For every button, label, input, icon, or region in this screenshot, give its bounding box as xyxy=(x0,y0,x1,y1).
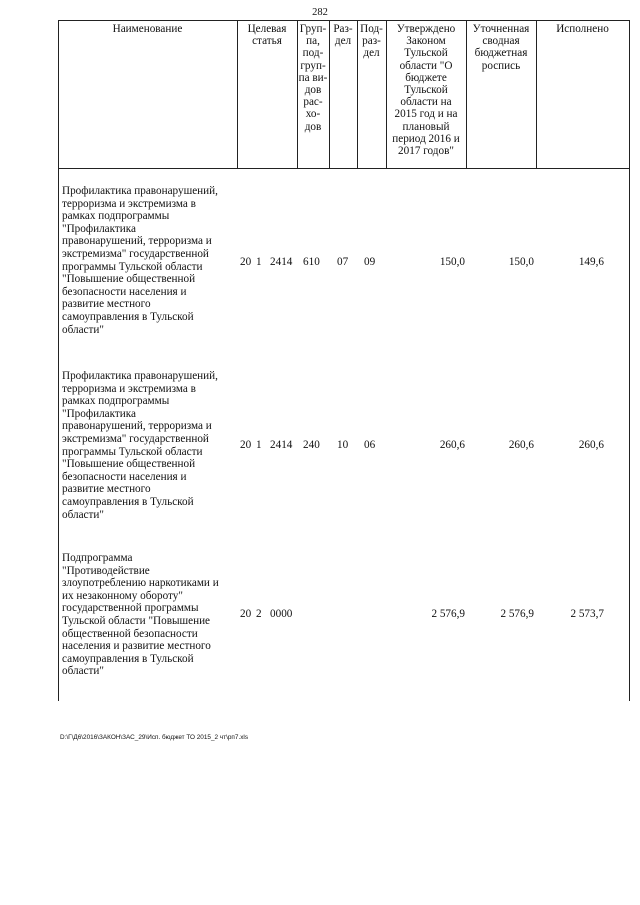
refined-amount: 150,0 xyxy=(508,256,534,268)
header-utverzhdeno: Утверждено Законом Тульской области "О бюджете Тульской области на 2015 год и на плановый период 2016 и 2017 годов" xyxy=(392,23,460,158)
target-article-subprogram: 1 xyxy=(256,256,262,268)
header-bottom-border xyxy=(58,168,630,169)
executed-amount: 260,6 xyxy=(578,439,604,451)
row-name: Подпрограмма "Противодействие злоупотреблению наркотиками и их незаконному обороту" государственной программы Тульской области "Повышение общественной безопасности населения и развитие местного самоуправления в Тульской области" xyxy=(62,552,219,678)
target-article-direction: 2414 xyxy=(270,256,293,268)
target-article-direction: 2414 xyxy=(270,439,293,451)
header-razdel: Раз- дел xyxy=(333,23,353,48)
approved-amount: 260,6 xyxy=(439,439,465,451)
podrazdel: 06 xyxy=(364,439,376,451)
refined-amount: 260,6 xyxy=(508,439,534,451)
header-ispolneno: Исполнено xyxy=(556,23,609,35)
target-article-program: 20 xyxy=(240,256,252,268)
file-path-footer: D:\Г\Д6\2016\ЗАКОН\ЗАС_29\Исп. бюджет ТО 2015_2 чт\рп7.xls xyxy=(60,734,249,741)
page-number: 282 xyxy=(312,7,328,18)
row-name: Профилактика правонарушений, терроризма и экстремизма в рамках подпрограммы "Профилактика правонарушений, терроризма и экстремизма" государственной программы Тульской области "Повышение общественной безопасности населения и развитие местного самоуправления в Тульской области" xyxy=(62,370,218,521)
header-top-border xyxy=(58,20,630,21)
podrazdel: 09 xyxy=(364,256,376,268)
approved-amount: 150,0 xyxy=(439,256,465,268)
target-article-program: 20 xyxy=(240,439,252,451)
table-left-border xyxy=(58,20,59,701)
expense-group: 610 xyxy=(303,256,320,268)
approved-amount: 2 576,9 xyxy=(431,608,465,620)
refined-amount: 2 576,9 xyxy=(500,608,534,620)
target-article-subprogram: 1 xyxy=(256,439,262,451)
executed-amount: 149,6 xyxy=(578,256,604,268)
header-podrazdel: Под- раз- дел xyxy=(360,23,383,60)
row-name: Профилактика правонарушений, терроризма и экстремизма в рамках подпрограммы "Профилактика правонарушений, терроризма и экстремизма" государственной программы Тульской области "Повышение общественной безопасности населения и развитие местного самоуправления в Тульской области" xyxy=(62,185,218,336)
header-utochnennaya-rospis: Уточненная сводная бюджетная роспись xyxy=(472,23,530,72)
header-naimenovanie: Наименование xyxy=(112,23,183,35)
target-article-direction: 0000 xyxy=(270,608,293,620)
expense-group: 240 xyxy=(303,439,320,451)
header-gruppa-vidov-rashodov: Груп- па, под- груп- па ви- дов рас- хо- дов xyxy=(298,23,328,133)
executed-amount: 2 573,7 xyxy=(570,608,604,620)
header-celevaya-statya: Целевая статья xyxy=(247,23,287,48)
razdel: 07 xyxy=(337,256,349,268)
table-right-border xyxy=(629,20,630,701)
column-divider xyxy=(536,20,537,168)
target-article-subprogram: 2 xyxy=(256,608,262,620)
target-article-program: 20 xyxy=(240,608,252,620)
razdel: 10 xyxy=(337,439,349,451)
